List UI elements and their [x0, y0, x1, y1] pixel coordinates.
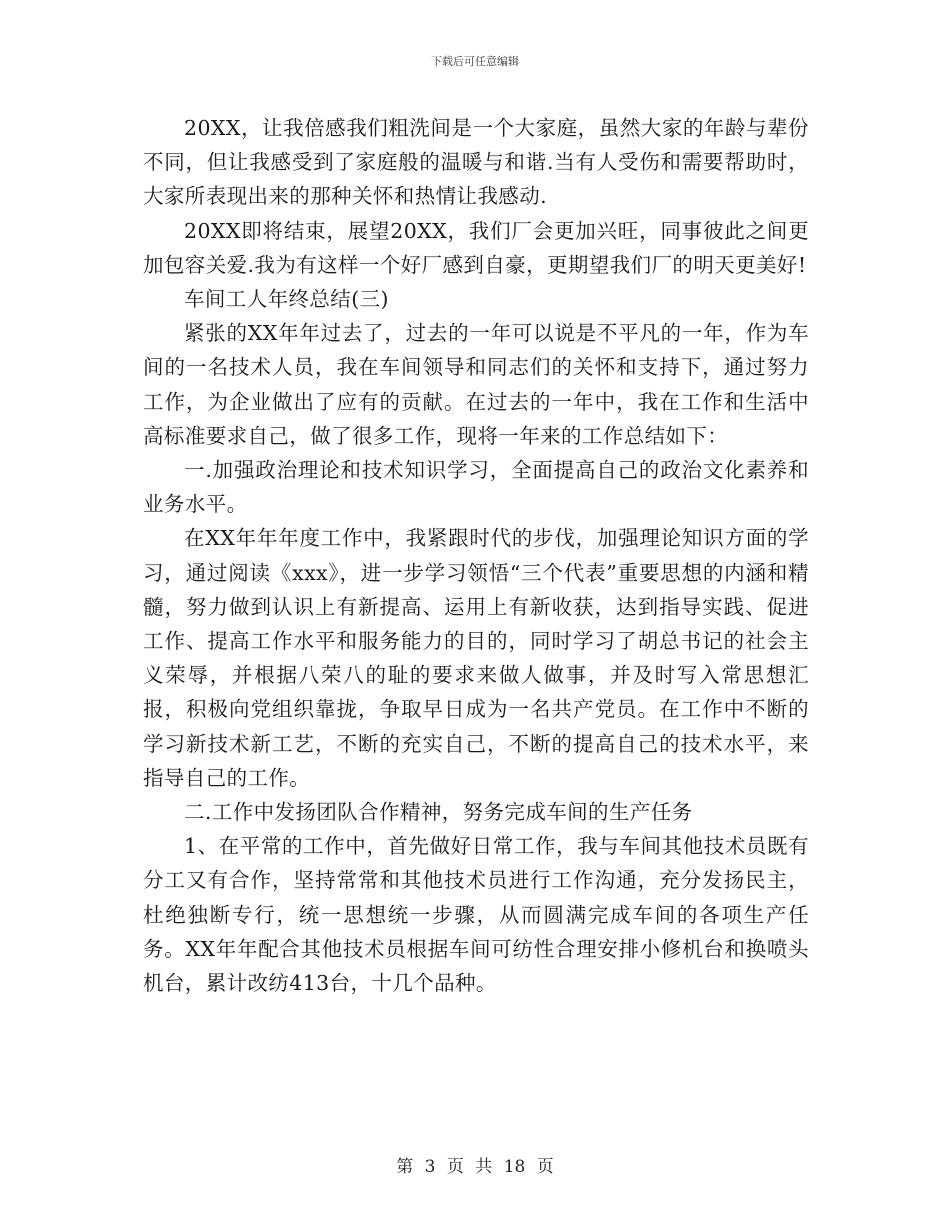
paragraph-intro: 紧张的XX年年过去了，过去的一年可以说是不平凡的一年，作为车间的一名技术人员，我在车间领导和同志们的关怀和支持下，通过努力工作，为企业做出了应有的贡献。在过去的一年中，我在工作和生活中高标准要求自己，做了很多工作，现将一年来的工作总结如下： [143, 321, 809, 448]
document-body [143, 111, 809, 1000]
heading-part-one: 一.加强政治理论和技术知识学习，全面提高自己的政治文化素养和业务水平。 [143, 458, 809, 517]
page-number: 第 3 页 共 18 页 [396, 1157, 554, 1177]
page-header-note: 下载后可任意编辑 [431, 55, 519, 68]
paragraph-theory-study: 在XX年年年度工作中，我紧跟时代的步伐，加强理论知识方面的学习，通过阅读《xxx》，进一步学习领悟“三个代表”重要思想的内涵和精髓，努力做到认识上有新提高、运用上有新收获，达到指导实践、促进工作、提高工作水平和服务能力的目的，同时学习了胡总书记的社会主义荣辱，并根据八荣八的耻的要求来做人做事，并及时写入常思想汇报，积极向党组织靠拢，争取早日成为一名共产党员。在工作中不断的学习新技术新工艺，不断的充实自己，不断的提高自己的技术水平，来指导自己的工作。 [143, 526, 809, 790]
paragraph-closing-reflection: 20XX，让我倍感我们粗洗间是一个大家庭，虽然大家的年龄与辈份不同，但让我感受到了家庭般的温暖与和谐.当有人受伤和需要帮助时，大家所表现出来的那种关怀和热情让我感动. [143, 116, 809, 209]
section-title: 车间工人年终总结(三) [184, 287, 389, 312]
paragraph-outlook: 20XX即将结束，展望20XX，我们厂会更加兴旺，同事彼此之间更加包容关爱.我为有这样一个好厂感到自豪，更期望我们厂的明天更美好! [143, 218, 809, 277]
paragraph-teamwork: 1、在平常的工作中，首先做好日常工作，我与车间其他技术员既有分工又有合作，坚持常常和其他技术员进行工作沟通，充分发扬民主，杜绝独断专行，统一思想统一步骤，从而圆满完成车间的各项生产任务。XX年年配合其他技术员根据车间可纺性合理安排小修机台和换喷头机台，累计改纺413台，十几个品种。 [143, 834, 809, 996]
heading-part-two: 二.工作中发扬团队合作精神，努务完成车间的生产任务 [184, 800, 693, 825]
